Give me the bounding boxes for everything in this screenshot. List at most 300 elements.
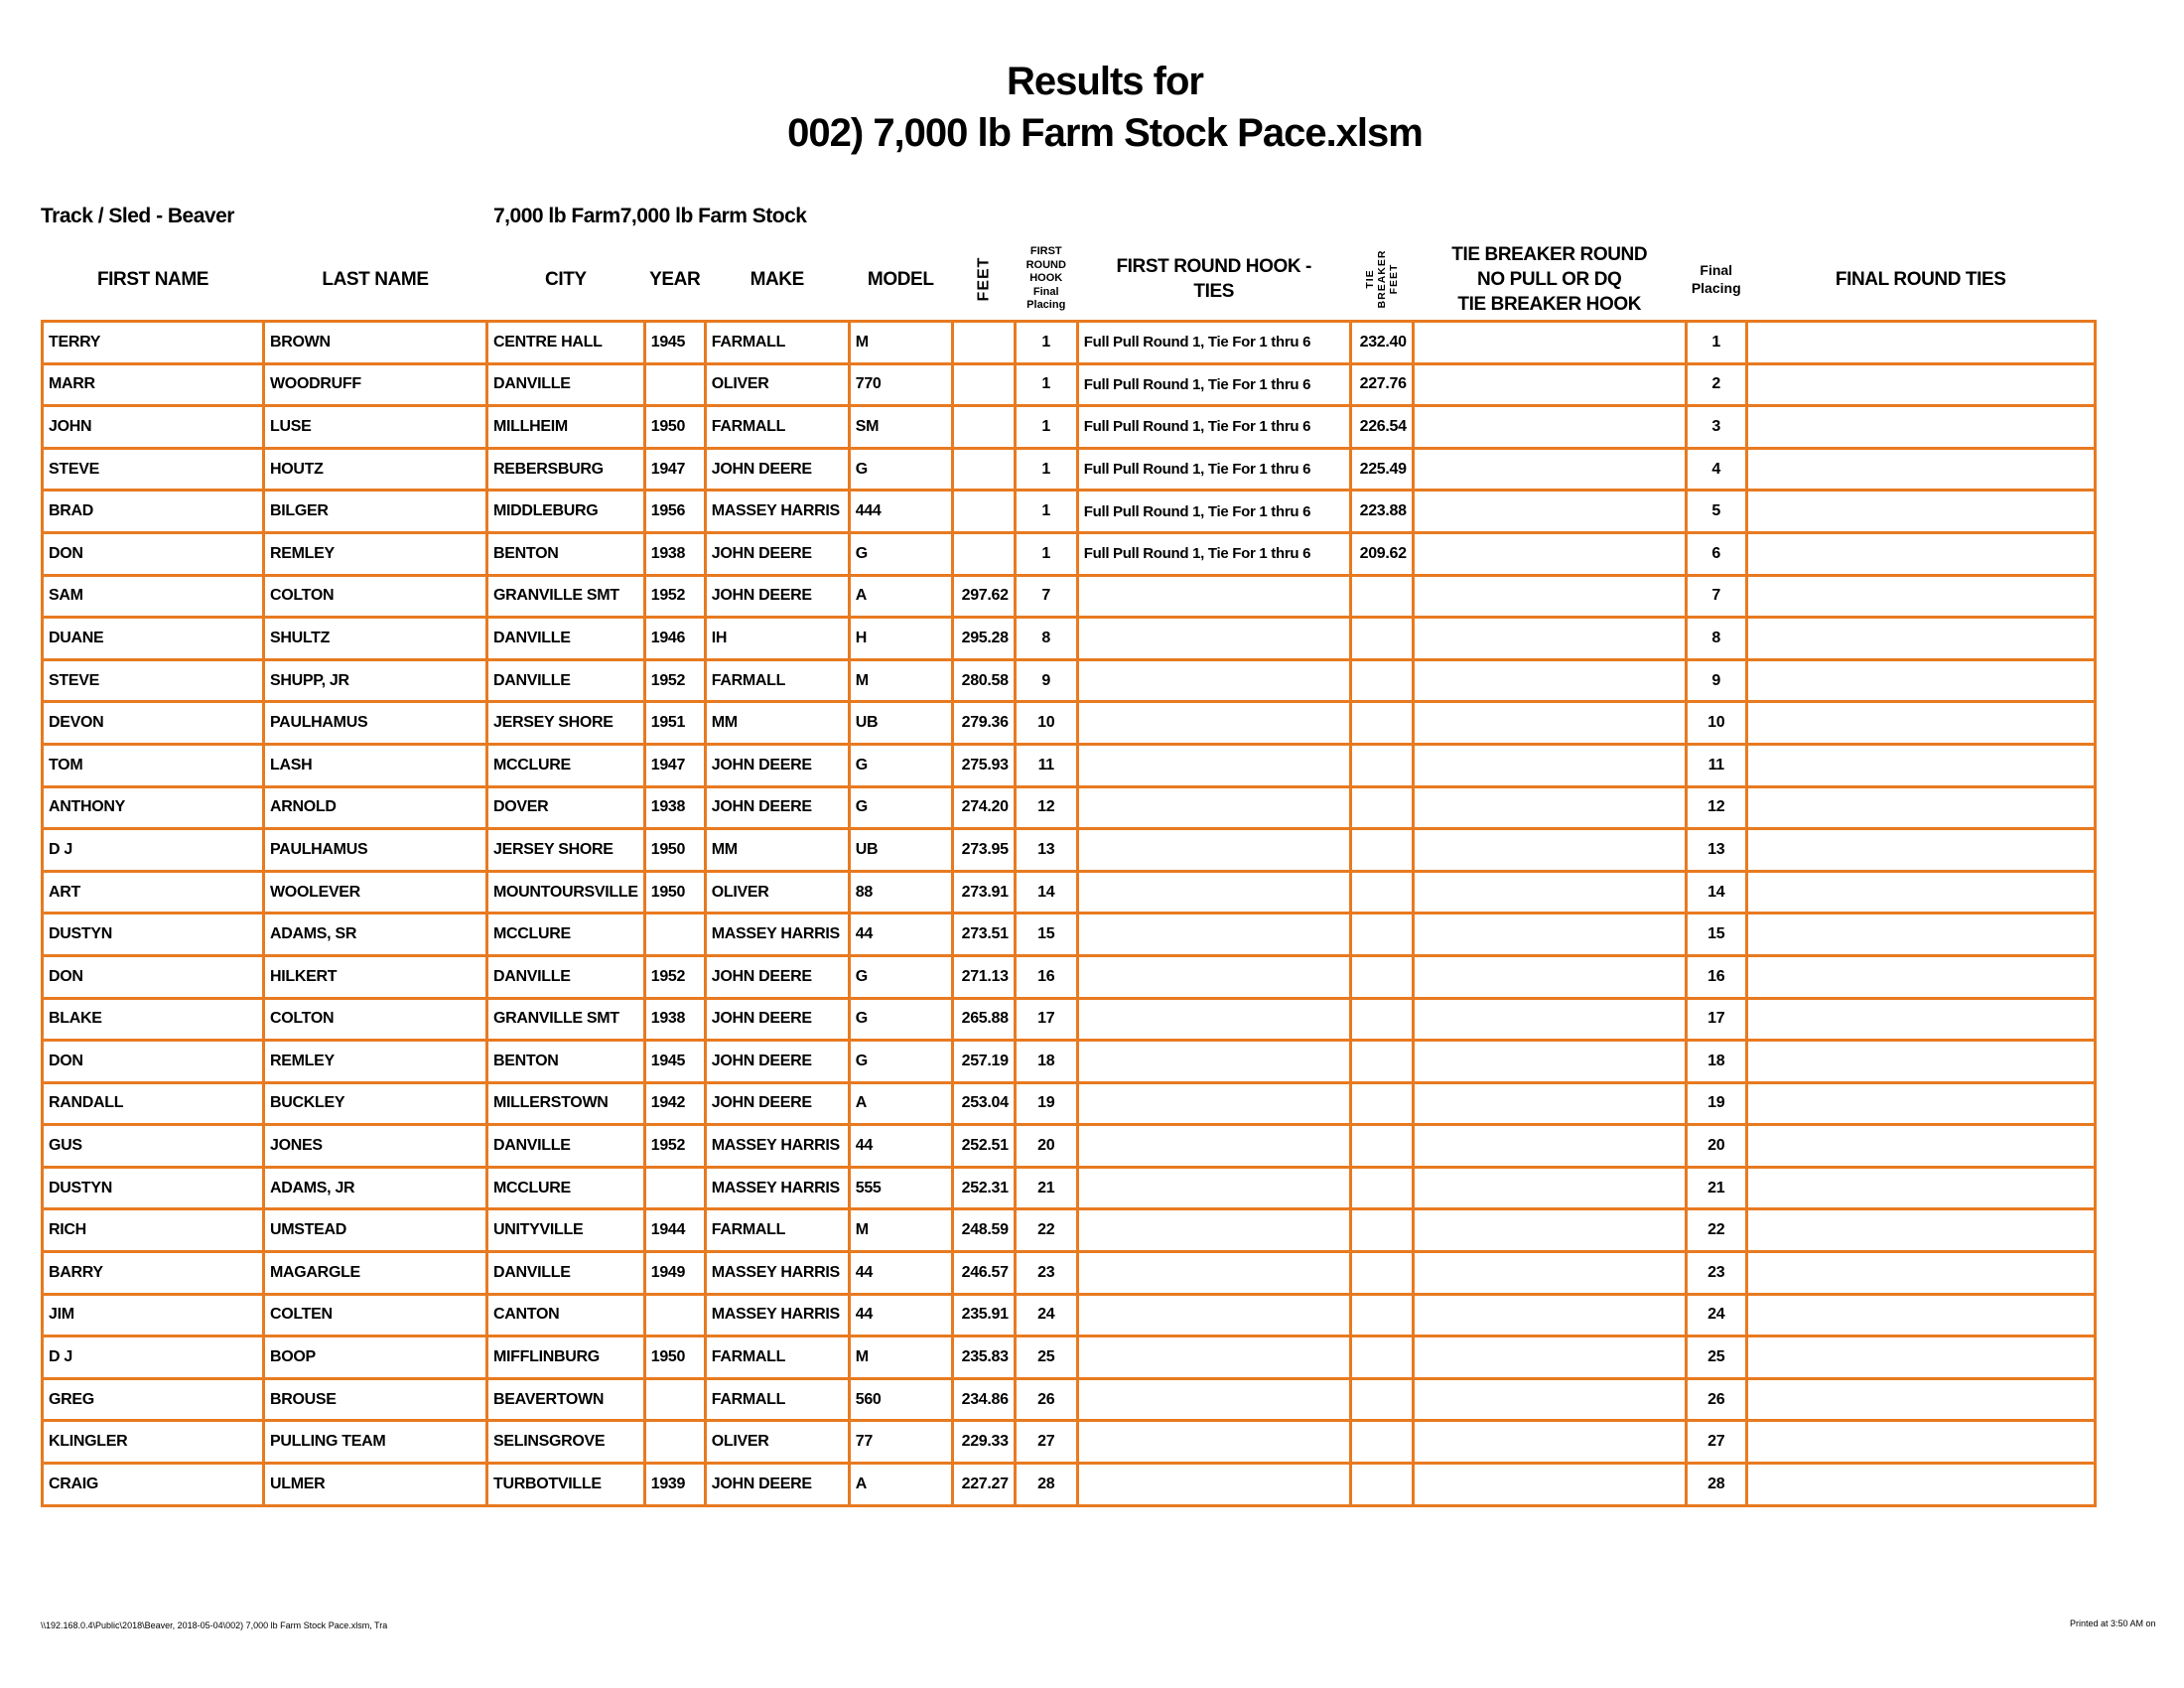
cell-model: 444: [849, 491, 952, 533]
cell-final-round-ties: [1746, 1041, 2095, 1083]
cell-model: G: [849, 786, 952, 829]
col-header-make: MAKE: [750, 268, 804, 290]
header-line: TIE BREAKER HOOK: [1457, 293, 1642, 315]
cell-tie-breaker-feet: [1350, 659, 1413, 702]
cell-make: OLIVER: [705, 363, 849, 406]
cell-first-name: SAM: [43, 575, 264, 618]
cell-first-round-placing: 7: [1015, 575, 1077, 618]
stack-line: FIRST: [1029, 245, 1062, 258]
cell-final-placing: 5: [1686, 491, 1746, 533]
cell-feet: 279.36: [952, 702, 1015, 745]
cell-year: [644, 1167, 705, 1209]
cell-first-name: BARRY: [43, 1252, 264, 1295]
cell-tie-breaker-feet: [1350, 1125, 1413, 1168]
cell-first-round-placing: 16: [1015, 955, 1077, 998]
cell-first-round-ties: Full Pull Round 1, Tie For 1 thru 6: [1077, 322, 1350, 364]
cell-city: GRANVILLE SMT: [487, 998, 645, 1041]
cell-first-round-placing: 1: [1015, 406, 1077, 449]
cell-final-placing: 23: [1686, 1252, 1746, 1295]
cell-final-placing: 7: [1686, 575, 1746, 618]
cell-make: JOHN DEERE: [705, 786, 849, 829]
cell-first-round-ties: [1077, 1209, 1350, 1252]
cell-city: DANVILLE: [487, 955, 645, 998]
cell-model: A: [849, 1082, 952, 1125]
cell-model: G: [849, 532, 952, 575]
cell-year: 1950: [644, 829, 705, 872]
stack-line: Placing: [1691, 280, 1741, 296]
cell-year: [644, 363, 705, 406]
cell-city: CENTRE HALL: [487, 322, 645, 364]
cell-make: JOHN DEERE: [705, 744, 849, 786]
cell-tie-breaker-round: [1413, 448, 1686, 491]
cell-final-round-ties: [1746, 1252, 2095, 1295]
cell-year: 1952: [644, 659, 705, 702]
table-row: [43, 955, 2096, 998]
cell-feet: 273.95: [952, 829, 1015, 872]
cell-first-round-placing: 8: [1015, 618, 1077, 660]
cell-final-placing: 28: [1686, 1464, 1746, 1506]
cell-make: JOHN DEERE: [705, 1041, 849, 1083]
cell-model: 44: [849, 914, 952, 956]
cell-last-name: PAULHAMUS: [264, 829, 487, 872]
cell-year: 1947: [644, 744, 705, 786]
cell-last-name: UMSTEAD: [264, 1209, 487, 1252]
cell-year: 1938: [644, 532, 705, 575]
cell-final-round-ties: [1746, 829, 2095, 872]
cell-first-name: STEVE: [43, 659, 264, 702]
cell-final-round-ties: [1746, 1421, 2095, 1464]
stack-line: FEET: [1387, 263, 1400, 295]
cell-make: FARMALL: [705, 1378, 849, 1421]
cell-last-name: BILGER: [264, 491, 487, 533]
cell-first-round-ties: [1077, 786, 1350, 829]
cell-tie-breaker-feet: [1350, 1336, 1413, 1379]
cell-first-round-ties: Full Pull Round 1, Tie For 1 thru 6: [1077, 532, 1350, 575]
cell-first-round-placing: 24: [1015, 1294, 1077, 1336]
cell-city: DANVILLE: [487, 363, 645, 406]
header-line: TIE BREAKER ROUND: [1451, 243, 1648, 265]
cell-make: FARMALL: [705, 406, 849, 449]
cell-final-placing: 8: [1686, 618, 1746, 660]
cell-make: JOHN DEERE: [705, 448, 849, 491]
cell-year: 1944: [644, 1209, 705, 1252]
cell-last-name: SHULTZ: [264, 618, 487, 660]
cell-tie-breaker-round: [1413, 491, 1686, 533]
table-row: [43, 744, 2096, 786]
cell-feet: 248.59: [952, 1209, 1015, 1252]
table-row: [43, 1125, 2096, 1168]
cell-model: 560: [849, 1378, 952, 1421]
cell-tie-breaker-feet: [1350, 786, 1413, 829]
cell-make: MASSEY HARRIS: [705, 1294, 849, 1336]
cell-tie-breaker-round: [1413, 1421, 1686, 1464]
cell-feet: [952, 532, 1015, 575]
results-table-body: [43, 322, 2096, 1506]
cell-first-round-placing: 23: [1015, 1252, 1077, 1295]
cell-make: MASSEY HARRIS: [705, 1167, 849, 1209]
cell-city: GRANVILLE SMT: [487, 575, 645, 618]
stack-line: HOOK: [1029, 272, 1063, 285]
cell-model: A: [849, 1464, 952, 1506]
cell-model: G: [849, 998, 952, 1041]
feet-vertical-label: FEET: [975, 256, 993, 302]
cell-final-placing: 19: [1686, 1082, 1746, 1125]
cell-feet: 271.13: [952, 955, 1015, 998]
cell-first-round-ties: [1077, 575, 1350, 618]
cell-first-round-ties: [1077, 998, 1350, 1041]
cell-last-name: COLTEN: [264, 1294, 487, 1336]
cell-first-name: D J: [43, 829, 264, 872]
cell-first-round-ties: [1077, 1125, 1350, 1168]
cell-final-round-ties: [1746, 914, 2095, 956]
cell-final-round-ties: [1746, 448, 2095, 491]
cell-make: MASSEY HARRIS: [705, 491, 849, 533]
cell-tie-breaker-round: [1413, 786, 1686, 829]
table-row: [43, 1252, 2096, 1295]
cell-first-name: GUS: [43, 1125, 264, 1168]
cell-tie-breaker-round: [1413, 1082, 1686, 1125]
cell-final-round-ties: [1746, 1125, 2095, 1168]
cell-year: [644, 1378, 705, 1421]
results-table: [41, 238, 2097, 1507]
cell-year: 1945: [644, 322, 705, 364]
cell-final-placing: 27: [1686, 1421, 1746, 1464]
cell-make: MM: [705, 702, 849, 745]
cell-feet: [952, 448, 1015, 491]
cell-city: MILLHEIM: [487, 406, 645, 449]
cell-last-name: COLTON: [264, 575, 487, 618]
cell-city: MOUNTOURSVILLE: [487, 871, 645, 914]
cell-feet: 252.51: [952, 1125, 1015, 1168]
cell-year: [644, 914, 705, 956]
col-header-final-round-ties: FINAL ROUND TIES: [1835, 268, 2006, 290]
cell-first-round-placing: 1: [1015, 532, 1077, 575]
cell-tie-breaker-round: [1413, 1125, 1686, 1168]
cell-model: 88: [849, 871, 952, 914]
table-row: [43, 532, 2096, 575]
cell-make: OLIVER: [705, 1421, 849, 1464]
cell-make: IH: [705, 618, 849, 660]
cell-first-round-ties: [1077, 871, 1350, 914]
page-title: Results for: [1007, 60, 1203, 103]
cell-make: JOHN DEERE: [705, 532, 849, 575]
cell-last-name: COLTON: [264, 998, 487, 1041]
cell-first-round-placing: 18: [1015, 1041, 1077, 1083]
cell-last-name: HOUTZ: [264, 448, 487, 491]
cell-first-round-placing: 19: [1015, 1082, 1077, 1125]
cell-final-round-ties: [1746, 363, 2095, 406]
table-row: [43, 829, 2096, 872]
cell-last-name: BOOP: [264, 1336, 487, 1379]
cell-first-round-ties: [1077, 1167, 1350, 1209]
cell-tie-breaker-feet: 226.54: [1350, 406, 1413, 449]
cell-final-round-ties: [1746, 1464, 2095, 1506]
cell-final-round-ties: [1746, 491, 2095, 533]
cell-year: 1938: [644, 998, 705, 1041]
cell-feet: 235.91: [952, 1294, 1015, 1336]
cell-model: M: [849, 322, 952, 364]
final-placing-stack: [1686, 261, 1746, 297]
cell-first-round-placing: 17: [1015, 998, 1077, 1041]
cell-first-name: CRAIG: [43, 1464, 264, 1506]
cell-model: M: [849, 1336, 952, 1379]
cell-first-round-ties: [1077, 1082, 1350, 1125]
cell-tie-breaker-feet: [1350, 955, 1413, 998]
cell-year: 1947: [644, 448, 705, 491]
table-row: [43, 914, 2096, 956]
cell-last-name: ULMER: [264, 1464, 487, 1506]
cell-feet: 253.04: [952, 1082, 1015, 1125]
cell-final-placing: 24: [1686, 1294, 1746, 1336]
cell-first-round-placing: 13: [1015, 829, 1077, 872]
cell-final-placing: 13: [1686, 829, 1746, 872]
cell-model: UB: [849, 702, 952, 745]
cell-first-round-placing: 1: [1015, 448, 1077, 491]
cell-model: G: [849, 744, 952, 786]
cell-model: G: [849, 1041, 952, 1083]
cell-make: MASSEY HARRIS: [705, 914, 849, 956]
cell-last-name: BUCKLEY: [264, 1082, 487, 1125]
cell-first-round-placing: 10: [1015, 702, 1077, 745]
cell-tie-breaker-round: [1413, 1378, 1686, 1421]
cell-make: OLIVER: [705, 871, 849, 914]
table-row: [43, 702, 2096, 745]
cell-model: A: [849, 575, 952, 618]
cell-tie-breaker-round: [1413, 1294, 1686, 1336]
cell-final-placing: 12: [1686, 786, 1746, 829]
cell-model: 44: [849, 1125, 952, 1168]
cell-year: 1952: [644, 955, 705, 998]
cell-model: G: [849, 955, 952, 998]
col-header-first-round-placing: [1015, 238, 1077, 322]
col-header-last-name: LAST NAME: [322, 268, 429, 290]
cell-first-round-ties: Full Pull Round 1, Tie For 1 thru 6: [1077, 406, 1350, 449]
cell-final-round-ties: [1746, 406, 2095, 449]
results-table-header: [43, 238, 2096, 322]
table-row: [43, 491, 2096, 533]
cell-model: M: [849, 659, 952, 702]
table-row: [43, 1082, 2096, 1125]
cell-tie-breaker-feet: 232.40: [1350, 322, 1413, 364]
table-row: [43, 322, 2096, 364]
cell-final-placing: 17: [1686, 998, 1746, 1041]
cell-last-name: BROUSE: [264, 1378, 487, 1421]
cell-final-round-ties: [1746, 786, 2095, 829]
cell-city: DANVILLE: [487, 659, 645, 702]
cell-final-round-ties: [1746, 1082, 2095, 1125]
cell-tie-breaker-round: [1413, 659, 1686, 702]
cell-make: MASSEY HARRIS: [705, 1125, 849, 1168]
table-row: [43, 1378, 2096, 1421]
cell-tie-breaker-feet: [1350, 1167, 1413, 1209]
col-header-first-round-ties: [1077, 238, 1350, 322]
table-row: [43, 1209, 2096, 1252]
col-header-model: MODEL: [867, 268, 934, 290]
track-sled-label: Track / Sled - Beaver: [41, 205, 234, 227]
cell-first-round-ties: [1077, 1421, 1350, 1464]
cell-first-round-placing: 9: [1015, 659, 1077, 702]
col-header-tie-breaker-feet: [1350, 238, 1413, 322]
cell-final-round-ties: [1746, 702, 2095, 745]
cell-last-name: SHUPP, JR: [264, 659, 487, 702]
cell-year: 1946: [644, 618, 705, 660]
cell-final-round-ties: [1746, 322, 2095, 364]
header-line: FIRST ROUND HOOK -: [1116, 256, 1311, 277]
cell-last-name: LASH: [264, 744, 487, 786]
cell-feet: 273.91: [952, 871, 1015, 914]
cell-first-round-ties: [1077, 744, 1350, 786]
table-row: [43, 1041, 2096, 1083]
table-row: [43, 448, 2096, 491]
cell-last-name: REMLEY: [264, 1041, 487, 1083]
cell-final-placing: 2: [1686, 363, 1746, 406]
cell-first-round-placing: 15: [1015, 914, 1077, 956]
cell-model: 77: [849, 1421, 952, 1464]
cell-city: MCCLURE: [487, 744, 645, 786]
cell-first-round-placing: 1: [1015, 363, 1077, 406]
cell-final-placing: 25: [1686, 1336, 1746, 1379]
cell-feet: [952, 322, 1015, 364]
cell-first-name: BLAKE: [43, 998, 264, 1041]
stack-line: Final: [1700, 262, 1733, 278]
cell-tie-breaker-round: [1413, 914, 1686, 956]
cell-tie-breaker-feet: [1350, 1041, 1413, 1083]
cell-tie-breaker-feet: 225.49: [1350, 448, 1413, 491]
cell-model: 44: [849, 1252, 952, 1295]
cell-tie-breaker-feet: [1350, 1464, 1413, 1506]
cell-year: 1950: [644, 1336, 705, 1379]
cell-first-name: JOHN: [43, 406, 264, 449]
cell-model: G: [849, 448, 952, 491]
cell-feet: 227.27: [952, 1464, 1015, 1506]
col-header-first-name: FIRST NAME: [96, 268, 209, 290]
stack-line: ROUND: [1025, 258, 1066, 271]
cell-first-name: DUSTYN: [43, 1167, 264, 1209]
cell-first-round-placing: 25: [1015, 1336, 1077, 1379]
cell-last-name: MAGARGLE: [264, 1252, 487, 1295]
cell-first-round-placing: 22: [1015, 1209, 1077, 1252]
cell-first-round-ties: [1077, 659, 1350, 702]
cell-model: H: [849, 618, 952, 660]
cell-first-name: RICH: [43, 1209, 264, 1252]
cell-model: SM: [849, 406, 952, 449]
table-row: [43, 998, 2096, 1041]
cell-tie-breaker-round: [1413, 575, 1686, 618]
table-row: [43, 786, 2096, 829]
table-row: [43, 659, 2096, 702]
cell-make: FARMALL: [705, 1336, 849, 1379]
cell-make: FARMALL: [705, 659, 849, 702]
tie-breaker-feet-vertical-label: [1364, 250, 1400, 309]
cell-tie-breaker-round: [1413, 406, 1686, 449]
cell-tie-breaker-feet: [1350, 829, 1413, 872]
cell-feet: 229.33: [952, 1421, 1015, 1464]
table-row: [43, 406, 2096, 449]
cell-last-name: ADAMS, JR: [264, 1167, 487, 1209]
header-line: NO PULL OR DQ: [1477, 268, 1622, 290]
cell-final-placing: 4: [1686, 448, 1746, 491]
cell-final-placing: 22: [1686, 1209, 1746, 1252]
cell-tie-breaker-feet: [1350, 1378, 1413, 1421]
table-row: [43, 1167, 2096, 1209]
cell-final-placing: 18: [1686, 1041, 1746, 1083]
cell-year: 1945: [644, 1041, 705, 1083]
cell-year: 1952: [644, 575, 705, 618]
cell-tie-breaker-round: [1413, 1464, 1686, 1506]
cell-feet: 252.31: [952, 1167, 1015, 1209]
cell-first-name: DON: [43, 1041, 264, 1083]
cell-first-round-ties: [1077, 1378, 1350, 1421]
page-subtitle-filename: 002) 7,000 lb Farm Stock Pace.xlsm: [787, 111, 1423, 155]
cell-year: 1949: [644, 1252, 705, 1295]
cell-tie-breaker-round: [1413, 322, 1686, 364]
cell-city: JERSEY SHORE: [487, 829, 645, 872]
cell-tie-breaker-round: [1413, 618, 1686, 660]
class-label-full: 7,000 lb Farm Stock: [619, 205, 807, 227]
cell-feet: [952, 363, 1015, 406]
cell-first-name: BRAD: [43, 491, 264, 533]
cell-first-round-ties: [1077, 1252, 1350, 1295]
cell-first-round-placing: 14: [1015, 871, 1077, 914]
cell-final-round-ties: [1746, 1209, 2095, 1252]
cell-first-round-ties: [1077, 829, 1350, 872]
cell-year: [644, 1294, 705, 1336]
cell-city: MIDDLEBURG: [487, 491, 645, 533]
cell-make: JOHN DEERE: [705, 998, 849, 1041]
cell-first-round-placing: 21: [1015, 1167, 1077, 1209]
cell-feet: [952, 406, 1015, 449]
cell-first-round-placing: 11: [1015, 744, 1077, 786]
cell-feet: 257.19: [952, 1041, 1015, 1083]
cell-model: 555: [849, 1167, 952, 1209]
cell-first-round-ties: [1077, 1294, 1350, 1336]
cell-first-round-ties: [1077, 1464, 1350, 1506]
cell-first-round-placing: 27: [1015, 1421, 1077, 1464]
cell-first-name: STEVE: [43, 448, 264, 491]
cell-final-placing: 10: [1686, 702, 1746, 745]
cell-tie-breaker-feet: [1350, 998, 1413, 1041]
cell-make: JOHN DEERE: [705, 1464, 849, 1506]
cell-city: DANVILLE: [487, 1252, 645, 1295]
col-header-city: CITY: [545, 268, 587, 290]
cell-first-round-ties: Full Pull Round 1, Tie For 1 thru 6: [1077, 491, 1350, 533]
cell-final-round-ties: [1746, 955, 2095, 998]
cell-tie-breaker-round: [1413, 871, 1686, 914]
cell-first-name: GREG: [43, 1378, 264, 1421]
cell-city: MILLERSTOWN: [487, 1082, 645, 1125]
cell-last-name: REMLEY: [264, 532, 487, 575]
cell-year: 1942: [644, 1082, 705, 1125]
cell-tie-breaker-feet: [1350, 575, 1413, 618]
cell-last-name: WOODRUFF: [264, 363, 487, 406]
first-round-hook-stack: [1015, 245, 1077, 313]
cell-year: 1950: [644, 406, 705, 449]
cell-tie-breaker-round: [1413, 1041, 1686, 1083]
cell-tie-breaker-round: [1413, 702, 1686, 745]
cell-first-round-ties: [1077, 914, 1350, 956]
cell-first-round-placing: 28: [1015, 1464, 1077, 1506]
cell-city: JERSEY SHORE: [487, 702, 645, 745]
cell-first-round-ties: [1077, 618, 1350, 660]
cell-last-name: ADAMS, SR: [264, 914, 487, 956]
cell-model: 770: [849, 363, 952, 406]
cell-tie-breaker-feet: [1350, 1252, 1413, 1295]
cell-final-round-ties: [1746, 1336, 2095, 1379]
table-row: [43, 363, 2096, 406]
cell-make: JOHN DEERE: [705, 955, 849, 998]
cell-last-name: PAULHAMUS: [264, 702, 487, 745]
cell-first-name: DEVON: [43, 702, 264, 745]
